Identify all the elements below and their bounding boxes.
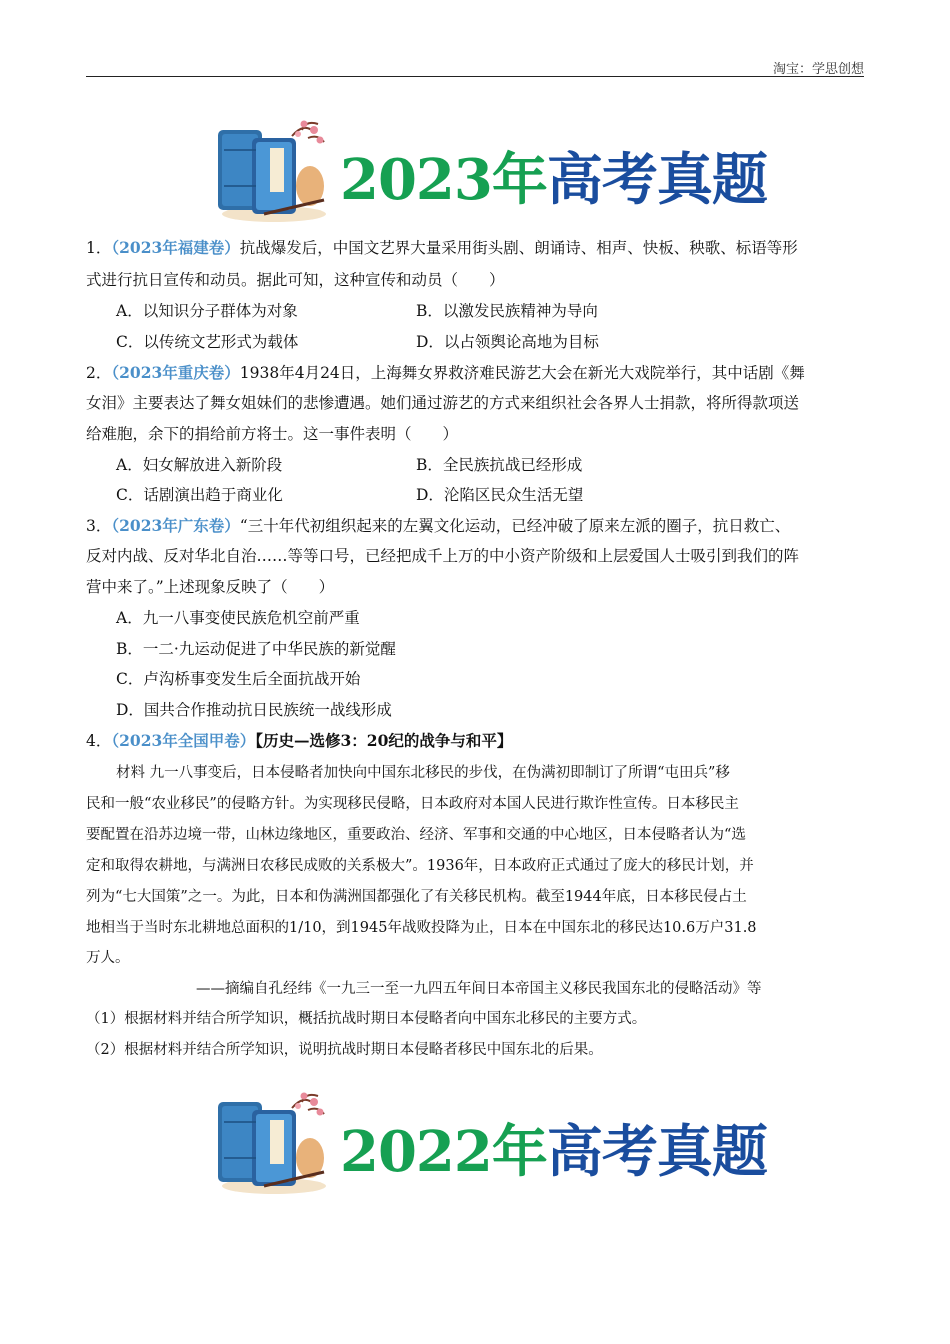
- q2-line1: 2．（2023年重庆卷）1938年4月24日，上海舞女界救济难民游艺大会在新光大戏院举行，其中话剧《舞: [86, 363, 805, 382]
- q4-material-line: 定和取得农耕地，与满洲日农移民成败的关系极大”。1936年，日本政府正式通过了庞大的移民计划，并: [86, 858, 754, 874]
- q4-material-line: 万人。: [86, 950, 130, 966]
- header-divider: [86, 76, 864, 77]
- banner-2022: [214, 1088, 767, 1198]
- q4-material-line: 列为“七大国策”之一。为此，日本和伪满洲国都强化了有关移民机构。截至1944年底，日本移民侵占土: [86, 889, 747, 905]
- q4-subquestion-1: （1）根据材料并结合所学知识，概括抗战时期日本侵略者向中国东北移民的主要方式。: [86, 1011, 647, 1027]
- q4-citation: ——摘编自孔经纬《一九三一至一九四五年间日本帝国主义移民我国东北的侵略活动》等: [196, 981, 762, 997]
- q4-line1: 4．（2023年全国甲卷）【历史—选修3：20纪的战争与和平】: [86, 731, 513, 750]
- q2-line3: 给难胞，余下的捐给前方将士。这一事件表明（ ）: [86, 425, 459, 443]
- q1-option-c: C．以传统文艺形式为载体: [116, 333, 299, 351]
- q3-option-b: B．一二·九运动促进了中华民族的新觉醒: [116, 640, 396, 658]
- q2-option-a: A．妇女解放进入新阶段: [116, 456, 283, 474]
- header-shop-label: 淘宝：学思创想: [772, 62, 864, 77]
- q2-line2: 女泪》主要表达了舞女姐妹们的悲惨遭遇。她们通过游艺的方式来组织社会各界人士捐款，将所得款项送: [86, 394, 800, 412]
- q3-line1: 3．（2023年广东卷）“三十年代初组织起来的左翼文化运动，已经冲破了原来左派的圈子，抗日救亡、: [86, 516, 791, 535]
- q1-line1: 1．（2023年福建卷）抗战爆发后，中国文艺界大量采用街头剧、朗诵诗、相声、快板、秧歌、标语等形: [86, 238, 798, 257]
- q2-option-d: D．沦陷区民众生活无望: [416, 486, 584, 504]
- banner-title: 2022年高考真题: [340, 1119, 767, 1185]
- q1-option-a: A．以知识分子群体为对象: [116, 302, 298, 320]
- q4-material-line: 材料 九一八事变后，日本侵略者加快向中国东北移民的步伐，在伪满初即制订了所谓“屯田兵”移: [116, 765, 730, 781]
- q2-option-c: C．话剧演出趋于商业化: [116, 486, 283, 504]
- q3-option-a: A．九一八事变使民族危机空前严重: [116, 609, 360, 627]
- q3-line3: 营中来了。”上述现象反映了（ ）: [86, 578, 335, 596]
- q3-line2: 反对内战、反对华北自治……等等口号，已经把成千上万的中小资产阶级和上层爱国人士吸引到我们的阵: [86, 547, 800, 565]
- q4-material-line: 要配置在沿苏边境一带，山林边缘地区，重要政治、经济、军事和交通的中心地区，日本侵略者认为“选: [86, 827, 746, 843]
- banner-title: 2023年高考真题: [340, 147, 767, 213]
- q4-material-line: 地相当于当时东北耕地总面积的1/10，到1945年战败投降为止，日本在中国东北的移民达10.6万户31.8: [86, 920, 757, 936]
- q3-option-c: C．卢沟桥事变发生后全面抗战开始: [116, 670, 361, 688]
- banner-2023: [214, 116, 767, 226]
- q4-subquestion-2: （2）根据材料并结合所学知识，说明抗战时期日本侵略者移民中国东北的后果。: [86, 1042, 603, 1058]
- q3-option-d: D．国共合作推动抗日民族统一战线形成: [116, 701, 392, 719]
- q1-line2: 式进行抗日宣传和动员。据此可知，这种宣传和动员（ ）: [86, 271, 505, 289]
- books-illustration-icon: [214, 1088, 330, 1198]
- books-illustration-icon: [214, 116, 330, 226]
- q4-material-line: 民和一般“农业移民”的侵略方针。为实现移民侵略，日本政府对本国人民进行欺诈性宣传。日本移民主: [86, 796, 739, 812]
- q2-option-b: B．全民族抗战已经形成: [416, 456, 583, 474]
- q1-option-d: D．以占领舆论高地为目标: [416, 333, 599, 351]
- q1-option-b: B．以激发民族精神为导向: [416, 302, 598, 320]
